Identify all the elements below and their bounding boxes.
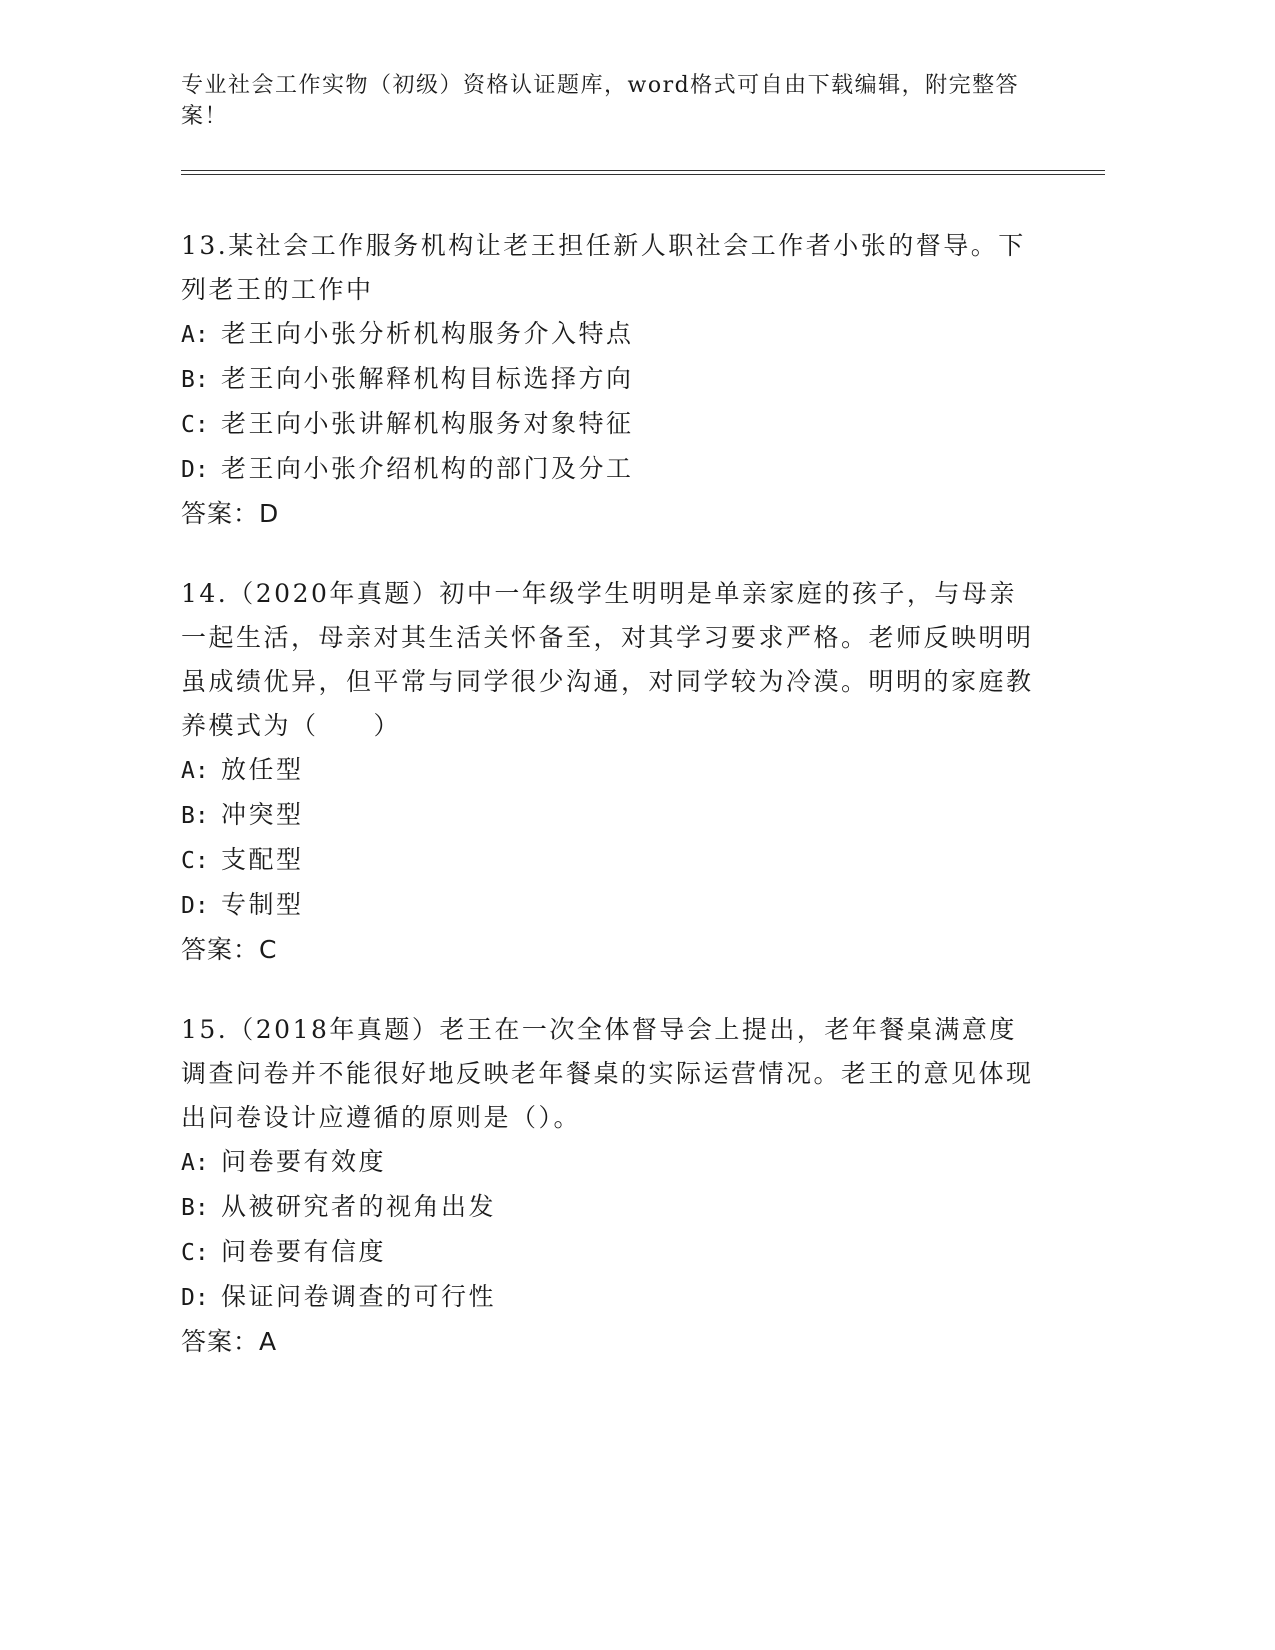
option-c — [181, 1230, 1041, 1275]
question-15 — [181, 1008, 1041, 1364]
option-key: C: — [181, 848, 209, 874]
header-note: 专业社会工作实物（初级）资格认证题库，word格式可自由下载编辑，附完整答案！ — [181, 73, 1020, 129]
option-key: D: — [181, 893, 209, 919]
answer: 答案：C — [181, 935, 278, 964]
question-13 — [181, 224, 1041, 536]
option-text: 支配型 — [221, 845, 304, 874]
option-key: D: — [181, 1285, 209, 1311]
option-key: D: — [181, 457, 209, 483]
option-a — [181, 1140, 1041, 1185]
question-stem: 13.某社会工作服务机构让老王担任新人职社会工作者小张的督导。下列老王的工作中 — [181, 231, 1026, 304]
option-key: C: — [181, 412, 209, 438]
option-key: B: — [181, 803, 209, 829]
option-c — [181, 838, 1041, 883]
option-text: 老王向小张分析机构服务介入特点 — [221, 319, 634, 348]
question-stem: 14.（2020年真题）初中一年级学生明明是单亲家庭的孩子，与母亲一起生活，母亲对其生活关怀备至，对其学习要求严格。老师反映明明虽成绩优异，但平常与同学很少沟通，对同学较为冷漠。明明的家庭教养模式为（ ） — [181, 579, 1034, 740]
option-b — [181, 793, 1041, 838]
answer: 答案：D — [181, 499, 280, 528]
option-d — [181, 1275, 1041, 1320]
option-key: C: — [181, 1240, 209, 1266]
option-text: 放任型 — [221, 755, 304, 784]
option-text: 保证问卷调查的可行性 — [221, 1282, 497, 1311]
option-text: 老王向小张介绍机构的部门及分工 — [221, 454, 634, 483]
option-c — [181, 402, 1041, 447]
option-key: A: — [181, 322, 209, 348]
option-text: 老王向小张讲解机构服务对象特征 — [221, 409, 634, 438]
option-b — [181, 357, 1041, 402]
option-text: 专制型 — [221, 890, 304, 919]
option-text: 问卷要有效度 — [221, 1147, 387, 1176]
option-key: A: — [181, 1150, 209, 1176]
header-divider-bottom — [181, 174, 1105, 175]
header-divider-top — [181, 170, 1105, 171]
question-stem: 15.（2018年真题）老王在一次全体督导会上提出，老年餐桌满意度调查问卷并不能很好地反映老年餐桌的实际运营情况。老王的意见体现出问卷设计应遵循的原则是（）。 — [181, 1015, 1034, 1132]
option-key: B: — [181, 367, 209, 393]
option-a — [181, 748, 1041, 793]
question-14 — [181, 572, 1041, 972]
option-a — [181, 312, 1041, 357]
option-key: A: — [181, 758, 209, 784]
option-text: 冲突型 — [221, 800, 304, 829]
option-text: 问卷要有信度 — [221, 1237, 387, 1266]
option-key: B: — [181, 1195, 209, 1221]
option-text: 从被研究者的视角出发 — [221, 1192, 497, 1221]
answer: 答案：A — [181, 1327, 278, 1356]
option-text: 老王向小张解释机构目标选择方向 — [221, 364, 634, 393]
option-d — [181, 883, 1041, 928]
option-d — [181, 447, 1041, 492]
option-b — [181, 1185, 1041, 1230]
